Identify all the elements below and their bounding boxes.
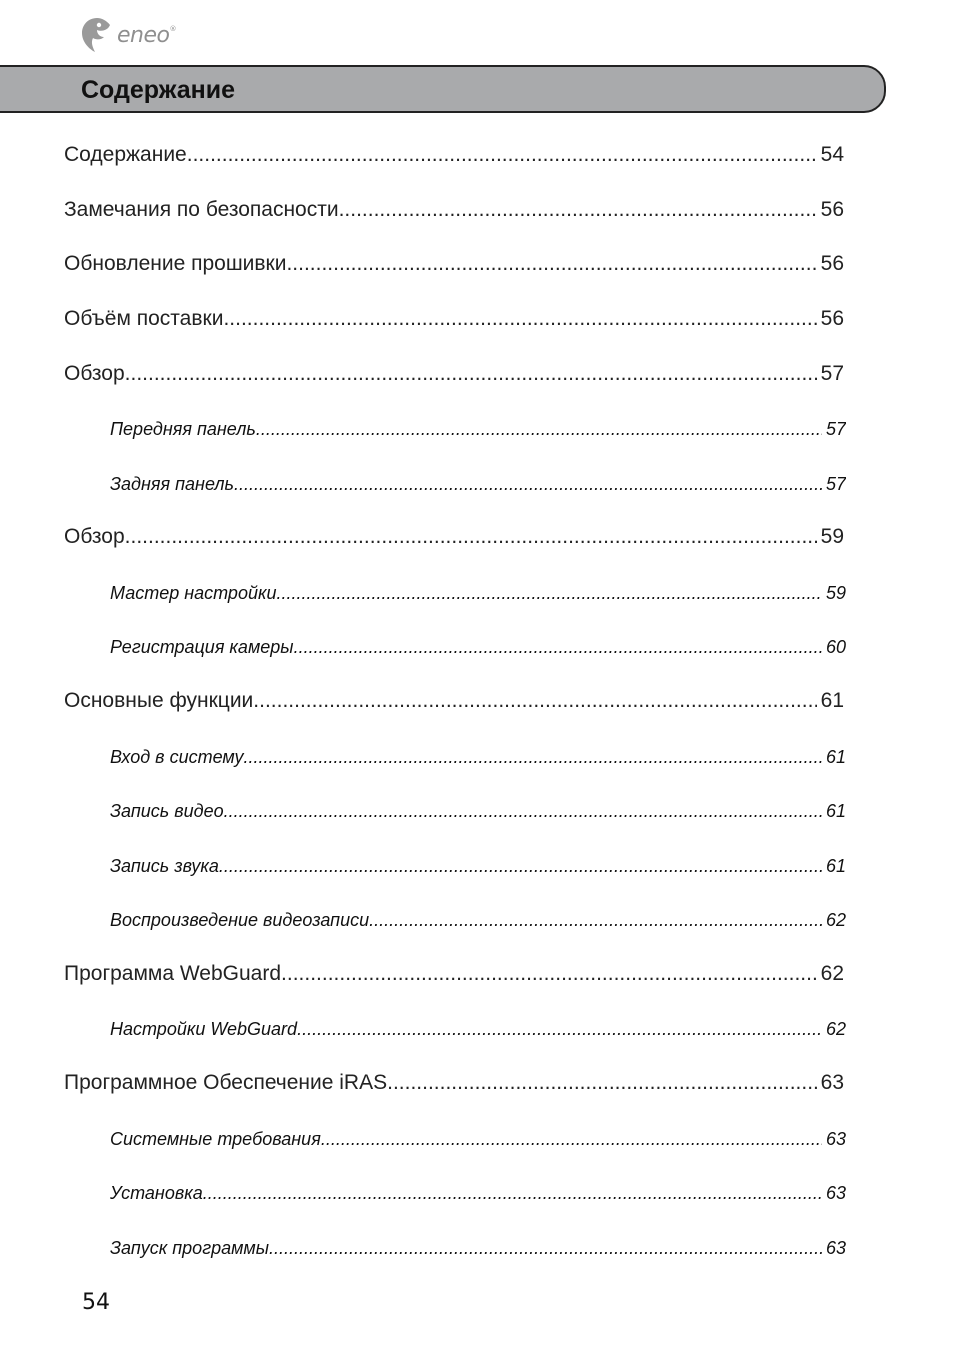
toc-entry-title: Вход в систему — [110, 747, 244, 767]
toc-leader-dots — [339, 198, 817, 222]
toc-entry-title: Задняя панель — [110, 474, 234, 494]
toc-leader-dots — [297, 1019, 822, 1040]
toc-entry[interactable] — [64, 525, 844, 549]
toc-entry-page: 56 — [820, 252, 844, 275]
toc-leader-dots — [369, 910, 822, 931]
toc-entry-page: 63 — [820, 1071, 844, 1094]
toc-leader-dots — [276, 583, 821, 604]
toc-entry[interactable] — [64, 962, 844, 986]
toc-entry[interactable] — [64, 143, 844, 167]
toc-subentry[interactable] — [110, 637, 846, 658]
toc-entry-title: Программа WebGuard — [64, 962, 282, 985]
toc-entry-page: 59 — [825, 583, 846, 603]
toc-subentry[interactable] — [110, 419, 846, 440]
toc-leader-dots — [281, 962, 817, 986]
page-title: Содержание — [81, 76, 236, 104]
toc-leader-dots — [256, 419, 822, 440]
toc-entry-page: 57 — [825, 419, 846, 439]
toc-entry-page: 56 — [820, 198, 844, 221]
toc-leader-dots — [244, 747, 822, 768]
toc-entry-page: 63 — [825, 1129, 846, 1149]
toc-entry[interactable] — [64, 252, 844, 276]
toc-entry-title: Регистрация камеры — [110, 637, 294, 657]
toc-entry-title: Передняя панель — [110, 419, 256, 439]
toc-entry-page: 59 — [820, 525, 844, 548]
toc-entry-page: 63 — [825, 1183, 846, 1203]
toc-entry[interactable] — [64, 1071, 844, 1095]
toc-entry-page: 54 — [820, 143, 844, 166]
toc-subentry[interactable] — [110, 1019, 846, 1040]
toc-leader-dots — [294, 637, 822, 658]
toc-entry[interactable] — [64, 307, 844, 331]
toc-entry-page: 57 — [820, 362, 844, 385]
toc-leader-dots — [219, 856, 822, 877]
toc-entry-title: Мастер настройки — [110, 583, 277, 603]
toc-entry-title: Обзор — [64, 525, 125, 548]
toc-subentry[interactable] — [110, 801, 846, 822]
toc-leader-dots — [286, 252, 816, 276]
toc-entry-title: Обновление прошивки — [64, 252, 287, 275]
toc-entry-page: 61 — [820, 689, 844, 712]
toc-entry-title: Воспроизведение видеозаписи — [110, 910, 370, 930]
toc-subentry[interactable] — [110, 583, 846, 604]
toc-entry-title: Запуск программы — [110, 1238, 270, 1258]
toc-leader-dots — [269, 1238, 822, 1259]
toc-leader-dots — [125, 525, 817, 549]
toc-leader-dots — [321, 1129, 822, 1150]
toc-leader-dots — [234, 474, 822, 495]
toc-entry-title: Основные функции — [64, 689, 254, 712]
toc-subentry[interactable] — [110, 1183, 846, 1204]
toc-leader-dots — [387, 1071, 817, 1095]
eneo-logo-text: eneo® — [117, 22, 176, 48]
page-number: 54 — [82, 1290, 110, 1315]
toc-subentry[interactable] — [110, 474, 846, 495]
toc-entry-page: 61 — [825, 801, 846, 821]
toc-entry-title: Настройки WebGuard — [110, 1019, 298, 1039]
toc-entry-title: Обзор — [64, 362, 125, 385]
toc-entry-page: 62 — [825, 910, 846, 930]
toc-entry-page: 62 — [820, 962, 844, 985]
toc-entry-page: 62 — [825, 1019, 846, 1039]
toc-subentry[interactable] — [110, 747, 846, 768]
toc-entry-title: Содержание — [64, 143, 187, 166]
toc-entry-title: Установка — [110, 1183, 203, 1203]
toc-subentry[interactable] — [110, 1129, 846, 1150]
toc-entry[interactable] — [64, 362, 844, 386]
toc-leader-dots — [187, 143, 817, 167]
toc-leader-dots — [224, 801, 822, 822]
toc-entry-page: 57 — [825, 474, 846, 494]
toc-subentry[interactable] — [110, 856, 846, 877]
toc-entry[interactable] — [64, 689, 844, 713]
toc-entry-page: 61 — [825, 856, 846, 876]
toc-entry[interactable] — [64, 198, 844, 222]
toc-entry-page: 56 — [820, 307, 844, 330]
toc-entry-page: 60 — [825, 637, 846, 657]
toc-leader-dots — [203, 1183, 822, 1204]
toc-entry-title: Замечания по безопасности — [64, 198, 339, 221]
toc-subentry[interactable] — [110, 910, 846, 931]
toc-entry-page: 63 — [825, 1238, 846, 1258]
toc-subentry[interactable] — [110, 1238, 846, 1259]
toc-leader-dots — [125, 362, 817, 386]
toc-entry-title: Запись звука — [110, 856, 219, 876]
toc-entry-page: 61 — [825, 747, 846, 767]
toc-entry-title: Объём поставки — [64, 307, 224, 330]
toc-entry-title: Запись видео — [110, 801, 224, 821]
toc-entry-title: Программное Обеспечение iRAS — [64, 1071, 388, 1094]
toc-leader-dots — [253, 689, 816, 713]
toc-entry-title: Системные требования — [110, 1129, 321, 1149]
toc-leader-dots — [223, 307, 816, 331]
